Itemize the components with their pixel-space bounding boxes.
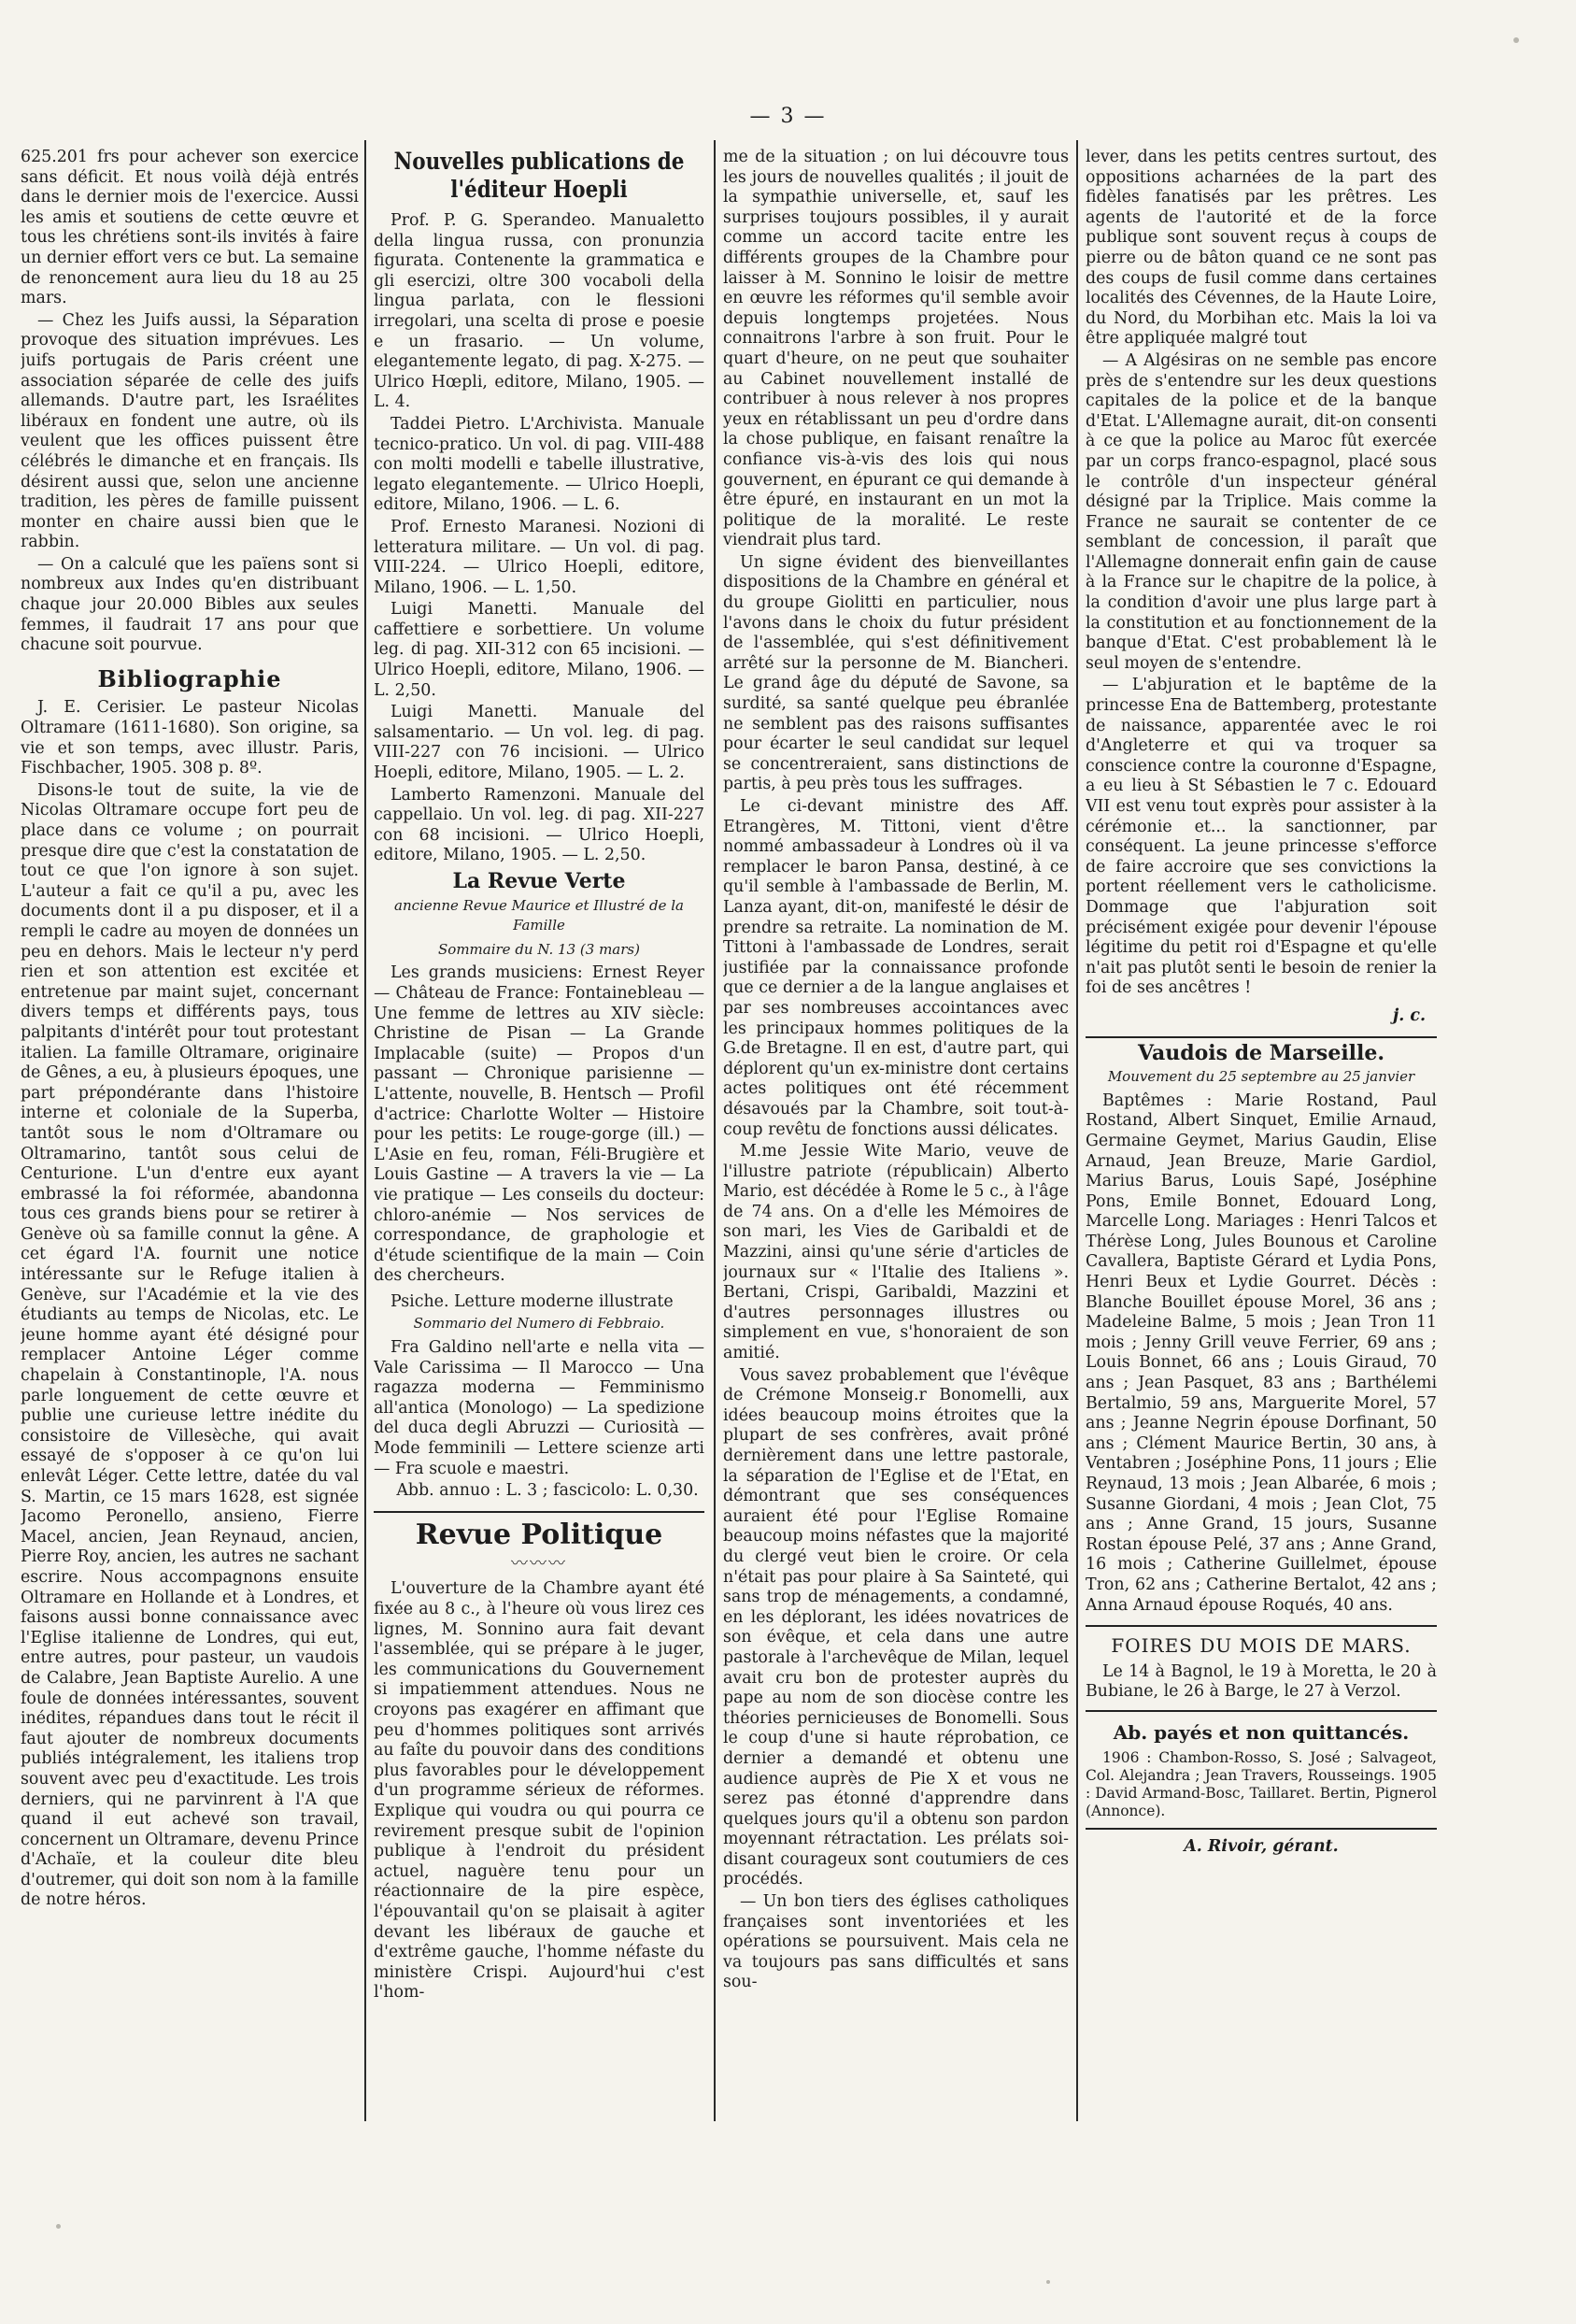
article-paragraph: Le ci-devant ministre des Aff. Etrangères, M. Tittoni, vient d'être nommé ambassadeur à Londres où il va remplacer le baron Pansa, destiné, à ce qu'il semble à l'ambassade de Berlin, M. Lanza ayant, dit-on, manifesté le désir de prendre sa retraite. La nomination de M. Tittoni à l'ambassade de Londres, serait justifiée par la connaissance profonde que ce dernier a de la langue anglaises et par ses nombreuses accointances avec les principaux hommes politiques de la G.de Bretagne. Il en est, d'autre part, qui déplorent qu'un ex-ministre dont certains actes politiques ont été récemment désavoués par la Chambre, soit tout-à-coup revêtu de fonctions aussi délicates. [723, 797, 1069, 1139]
foires-body: Le 14 à Bagnol, le 19 à Moretta, le 20 à Bubiane, le 26 à Barge, le 27 à Verzol. [1086, 1661, 1437, 1702]
article-paragraph: — Chez les Juifs aussi, la Séparation provoque des situation imprévues. Les juifs portugais de Paris créent une association séparée de celle des juifs allemands. D'autre part, les Israélites libéraux en fondent une autre, où ils veulent que les offices puissent être célébrés le dimanche et en français. Ils désirent aussi que, selon une ancienne tradition, les pères de famille puissent monter en chaire aussi bien que le rabbin. [21, 310, 359, 552]
ornament-swash: 〰〰〰 [511, 1553, 567, 1574]
hoepli-entry: Prof. P. G. Sperandeo. Manualetto della lingua russa, con pronunzia figurata. Contenente la grammatica e gli esercizi, oltre 300 vocaboli della lingua parlata, con le flessioni irregolari, una scelta di prose e poesie e un frasario. — Un volume, elegantemente legato, di pag. X-275. — Ulrico Hœpli, editore, Milano, 1905. — L. 4. [374, 211, 704, 412]
revue-verte-sommaire: Sommaire du N. 13 (3 mars) [438, 940, 640, 958]
article-paragraph: M.me Jessie Wite Mario, veuve de l'illustre patriote (républicain) Alberto Mario, est décédée à Rome le 5 c., à l'âge de 74 ans. On a d'elle les Mémoires de son mari, les Vies de Garibaldi et de Mazzini, ainsi qu'une série d'articles de journaux sur « l'Italie des Italiens ». Bertani, Crispi, Garibaldi, Mazzini et d'autres personnages illustres ou simplement en vue, s'honoraient de son amitié. [723, 1142, 1069, 1363]
column-2 [374, 148, 704, 2157]
scan-speck [1513, 37, 1519, 43]
abonnements-body: 1906 : Chambon-Rosso, S. José ; Salvageot, Col. Alejandra ; Jean Travers, Rousseings. 1905 : David Armand-Bosc, Taillaret. Bertin, Pignerol (Annonce). [1086, 1748, 1437, 1819]
hoepli-entry: Luigi Manetti. Manuale del salsamentario. — Un vol. leg. di pag. VIII-227 con 76 incisioni. — Ulrico Hoepli, editore, Milano, 1905. — L. 2. [374, 703, 704, 783]
hoepli-entry: Lamberto Ramenzoni. Manuale del cappellaio. Un vol. leg. di pag. XII-227 con 68 incisioni. — Ulrico Hoepli, editore, Milano, 1905. — L. 2,50. [374, 785, 704, 865]
psiche-sommario: Sommario del Numero di Febbraio. [413, 1315, 665, 1333]
article-paragraph: Un signe évident des bienveillantes dispositions de la Chambre en général et du groupe Giolitti en particulier, nous l'avons dans le choix du futur président de l'assemblée, qui s'est définitivement arrêté sur la personne de M. Biancheri. Le grand âge du député de Savone, sa surdité, sa santé quelque peu ébranlée ne semblent pas des raisons suffisantes pour écarter le seul candidat sur lequel se concentreraient, sans distinctions de partis, à peu près tous les suffrages. [723, 552, 1069, 794]
hoepli-entry: Taddei Pietro. L'Archivista. Manuale tecnico-pratico. Un vol. di pag. VIII-488 con molti modelli e tabelle illustrative, legato elegantemente. — Ulrico Hoepli, editore, Milano, 1906. — L. 6. [374, 414, 704, 515]
column-1 [21, 148, 359, 2157]
revue-politique-heading: Revue Politique [415, 1518, 663, 1551]
revue-verte-heading: La Revue Verte [452, 869, 626, 893]
section-divider [374, 1511, 704, 1513]
page-number: — 3 — [749, 105, 827, 128]
vaudois-body: Baptêmes : Marie Rostand, Paul Rostand, Albert Sinquet, Emilie Arnaud, Germaine Geymet, Marius Gaudin, Elise Arnaud, Jean Breuze, Marie Gardiol, Marius Barus, Louis Sapé, Joséphine Pons, Emile Bonnet, Edouard Long, Marcelle Long. Mariages : Henri Talcos et Thérèse Long, Jules Bounous et Caroline Cavallera, Baptiste Gérard et Lydia Pons, Henri Beux et Lydie Gourret. Décès : Blanche Bouillet épouse Morel, 36 ans ; Madeleine Balme, 5 mois ; Jean Tron 11 mois ; Jenny Grill veuve Ferrier, 69 ans ; Louis Bonnet, 66 ans ; Louis Giraud, 70 ans ; Jean Pasquet, 83 ans ; Barthélemi Bertalmio, 59 ans, Marguerite Morel, 57 ans ; Jeanne Negrin épouse Dorfinant, 50 ans ; Clément Maurice Bertin, 30 ans, à Ventabren ; Joséphine Pons, 11 jours ; Elie Reynaud, 13 mois ; Jean Albarée, 6 mois ; Susanne Giordani, 4 mois ; Jean Clot, 75 ans ; Anne Grand, 15 jours, Susanne Rostan épouse Pelé, 37 ans ; Anne Grand, 16 mois ; Catherine Guillelmet, épouse Tron, 62 ans ; Catherine Bertalot, 42 ans ; Anna Arnaud épouse Roqués, 40 ans. [1086, 1091, 1437, 1615]
vaudois-subtitle: Mouvement du 25 septembre au 25 janvier [1107, 1068, 1415, 1086]
abonnements-box [1086, 1710, 1437, 1830]
article-paragraph: — L'abjuration et le baptême de la princesse Ena de Battemberg, protestante de naissance, apparentée avec le roi d'Angleterre et qui va troquer sa conscience contre la couronne d'Espagne, a eu lieu à St Sébastien le 7 c. Edouard VII est venu tout exprès pour assister à la cérémonie et... la sanctionner, par conséquent. La jeune princesse s'efforce de faire accroire que ses convictions la portent réellement vers le catholicisme. Dommage que l'abjuration soit précisément exigée pour devenir l'épouse légitime du petit roi d'Espagne et qu'elle n'ait pas plutôt senti le besoin de renier la foi de ses ancêtres ! [1086, 676, 1437, 998]
column-rule [364, 140, 366, 2121]
biblio-paragraph: Disons-le tout de suite, la vie de Nicolas Oltramare occupe fort peu de place dans ce volume ; on pourrait presque dire que c'est la constatation de tout ce que l'on ignore à son sujet. L'auteur a fait ce qu'il a pu, avec les documents dont il a pu disposer, et il a rempli le cadre au moyen de données un peu en dehors. Mais le lecteur n'y perd rien et son attention est excitée et entretenue par maint sujet, concernant divers temps et différents pays, tous palpitants d'intérêt pour tout protestant italien. La famille Oltramare, originaire de Gênes, a eu, à plusieurs époques, une part prépondérante dans l'histoire interne et coloniale de la Superba, tantôt sous le nom d'Oltramare ou Oltramarino, tantôt sous celui de Centurione. L'un d'entre eux ayant embrassé la foi réformée, abandonna tous ces grands biens pour se retirer à Genève où sa famille connut la gêne. A cet égard l'A. fournit une notice intéressante sur le Refuge italien à Genève, sur l'Académie et la vie des étudiants au temps de Nicolas, etc. Le jeune homme ayant été désigné pour remplacer Antoine Léger comme chapelain à Constantinople, l'A. nous parle longuement de cette œuvre et publie une curieuse lettre inédite du consistoire de Villesèche, qui avait essayé de s'opposer à ce qu'on lui enlevât Léger. Cette lettre, datée du val S. Martin, ce 15 mars 1628, est signée Jacomo Peronello, ansieno, Fierre Macel, ancien, Jean Reynaud, ancien, Pierre Roy, ancien, les autres ne sachant escrire. Nous accompagnons ensuite Oltramare en Hollande et à Londres, et faisons aussi bonne connaissance avec l'Eglise italienne de Londres, qui eut, entre autres, pour pasteur, un vaudois de Calabre, Jean Baptiste Aurelio. A une foule de données intéressantes, souvent inédites, répandues dans tout le récit il faut ajouter de nombreux documents publiés intégralement, les italiens trop souvent avec peu d'exactitude. Les trois derniers, qui ne parvinrent à l'A que quand il eut achevé son travail, concernent un Oltramare, devenu Prince d'Achaïe, et la couleur dite bleu d'outremer, qui doit son nom à la famille de notre héros. [21, 780, 359, 1910]
section-divider [1086, 1036, 1437, 1038]
biblio-entry: J. E. Cerisier. Le pasteur Nicolas Oltramare (1611-1680). Son origine, sa vie et son temps, avec illustr. Paris, Fischbacher, 1905. 308 p. 8º. [21, 698, 359, 778]
hoepli-heading: Nouvelles publications de l'éditeur Hoepli [393, 148, 685, 203]
column-3 [723, 148, 1069, 2157]
scan-speck [56, 2224, 61, 2229]
article-paragraph: me de la situation ; on lui découvre tous les jours de nouvelles qualités ; il jouit de la sympathie universelle, et, sauf les surprises toujours possibles, il y aurait comme un accord tacite entre les différents groupes de la Chambre pour laisser à M. Sonnino le loisir de mettre en œuvre les réformes qu'il semble avoir depuis longtemps projetées. Nous connaitrons l'arbre à son fruit. Pour le quart d'heure, on ne peut que souhaiter au Cabinet nouvellement installé de contribuer à nous relever à nos propres yeux en rétablissant un peu d'ordre dans la chose publique, en faisant renaître la confiance vis-à-vis des lois qui nous gouvernent, en épurant ce qui demande à être épuré, en instaurant en un mot la politique de la moralité. Le reste viendrait plus tard. [723, 148, 1069, 550]
column-4 [1086, 148, 1437, 2157]
article-paragraph: — Un bon tiers des églises catholiques françaises sont inventoriées et les opérations se poursuivent. Mais cela ne va toujours pas sans difficultés et sans sou- [723, 1892, 1069, 1992]
psiche-abbonamento: Abb. annuo : L. 3 ; fascicolo: L. 0,30. [396, 1481, 699, 1501]
article-paragraph: 625.201 frs pour achever son exercice sans déficit. Et nous voilà déjà entrés dans le dernier mois de l'exercice. Aussi les amis et soutiens de cette œuvre et tous les chrétiens sont-ils invités à faire un dernier effort vers ce but. La semaine de renoncement aura lieu du 18 au 25 mars. [21, 148, 359, 308]
foires-heading: FOIRES DU MOIS DE MARS. [1111, 1634, 1412, 1658]
hoepli-entry: Luigi Manetti. Manuale del caffettiere e sorbettiere. Un volume leg. di pag. XII-312 con 65 incisioni. — Ulrico Hoepli, editore, Milano, 1906. — L. 2,50. [374, 600, 704, 700]
revue-politique-body: L'ouverture de la Chambre ayant été fixée au 8 c., à l'heure où vous lirez ces lignes, M. Sonnino aura fait devant l'assemblée, qui se prépare à le juger, les communications du Gouvernement si impatiemment attendues. Nous ne croyons pas exagérer en affimant que peu d'hommes politiques sont arrivés au faîte du pouvoir dans des conditions plus favorables pour le développement d'un programme sérieux de réformes. Explique qui voudra ou qui pourra ce revirement presque subit de l'opinion publique à l'endroit du président actuel, naguère tenu pour un réactionnaire de la pire espèce, l'épouvantail qu'on se plaisait à agiter devant les libéraux de gauche et d'extrême gauche, l'homme néfaste du ministère Crispi. Aujourd'hui c'est l'hom- [374, 1579, 704, 2003]
hoepli-entry: Prof. Ernesto Maranesi. Nozioni di letteratura militare. — Un vol. di pag. VIII-224. — Ulrico Hoepli, editore, Milano, 1906. — L. 1,50. [374, 517, 704, 597]
column-rule [714, 140, 716, 2121]
scan-speck [1046, 2280, 1050, 2284]
gerant-signature: A. Rivoir, gérant. [1184, 1836, 1339, 1856]
article-paragraph: lever, dans les petits centres surtout, des oppositions acharnées de la part des fidèles fanatisés par les prêtres. Les agents de l'autorité et de la force publique sont souvent reçus à coups de pierre ou de bâton quand ce ne sont pas des coups de fusil comme dans certaines localités des Cévennes, de la Haute Loire, du Nord, du Morbihan etc. Mais la loi va être appliquée malgré tout [1086, 148, 1437, 349]
section-divider [1086, 1625, 1437, 1627]
article-paragraph: — On a calculé que les païens sont si nombreux aux Indes qu'en distribuant chaque jour 20.000 Bibles aux seules femmes, il faudrait 17 ans pour que chacune soit pourvue. [21, 554, 359, 655]
revue-verte-subtitle: ancienne Revue Maurice et Illustré de la Famille [394, 896, 684, 934]
column-rule [1076, 140, 1078, 2121]
vaudois-heading: Vaudois de Marseille. [1137, 1040, 1385, 1065]
signature: j. c. [1392, 1005, 1426, 1025]
psiche-body: Fra Galdino nell'arte e nella vita — Vale Carissima — Il Marocco — Una ragazza moderna — Femminismo all'antica (Monologo) — La spedizione del duca degli Abruzzi — Curiosità — Mode femminili — Lettere scienze arti — Fra scuole e maestri. [374, 1338, 704, 1478]
article-paragraph: Vous savez probablement que l'évêque de Crémone Monseig.r Bonomelli, aux idées beaucoup moins étroites que la plupart de ses confrères, avait prôné dernièrement dans une lettre pastorale, la séparation de l'Eglise et de l'Etat, en démontrant que ses conséquences auraient été pour l'Eglise Romaine beaucoup moins néfastes que la majorité du clergé veut bien le croire. Or cela n'était pas pour plaire à Sa Sainteté, qui sans trop de ménagements, a condamné, en les déplorant, les idées novatrices de son évêque, et cela dans une autre pastorale à l'archevêque de Milan, lequel avait cru bon de protester auprès du pape au nom de son diocèse contre les théories pernicieuses de Bonomelli. Sous le coup d'une si haute réprobation, ce dernier a demandé et obtenu une audience auprès de Pie X et vous ne serez pas étonné d'apprendre dans quelques jours qu'il a obtenu son pardon moyennant rétractation. Les prélats soi-disant courageux sont coutumiers de ces procédés. [723, 1365, 1069, 1889]
abonnements-heading: Ab. payés et non quittancés. [1113, 1720, 1410, 1744]
bibliographie-heading: Bibliographie [97, 664, 282, 692]
article-paragraph: — A Algésiras on ne semble pas encore près de s'entendre sur les deux questions capitales de la police et de la banque d'Etat. L'Allemagne aurait, dit-on consenti à ce que la police au Maroc fût exercée par un corps franco-espagnol, placé sous le contrôle d'un inspecteur général désigné par la Triplice. Mais comme la France ne saurait se contenter de ce semblant de concession, il paraît que l'Allemagne donnerait enfin gain de cause à la France sur le chapitre de la police, à la condition d'avoir une plus large part à la constitution et au fonctionnement de la banque d'Etat. C'est probablement là le seul moyen de s'entendre. [1086, 350, 1437, 673]
revue-verte-body: Les grands musiciens: Ernest Reyer — Château de France: Fontainebleau — Une femme de lettres au XIV siècle: Christine de Pisan — La Grande Implacable (suite) — Propos d'un passant — Chronique parisienne — L'attente, nouvelle, B. Hentsch — Profil d'actrice: Charlotte Wolter — Histoire pour les petits: Le rouge-gorge (ill.) — L'Asie en feu, roman, Féli-Brugière et Louis Gastine — A travers la vie — La vie pratique — Les conseils du docteur: chloro-anémie — Nos services de correspondance, de graphologie et d'étude scientifique de la main — Coin des chercheurs. [374, 963, 704, 1286]
psiche-heading: Psiche. Letture moderne illustrate [390, 1291, 674, 1311]
